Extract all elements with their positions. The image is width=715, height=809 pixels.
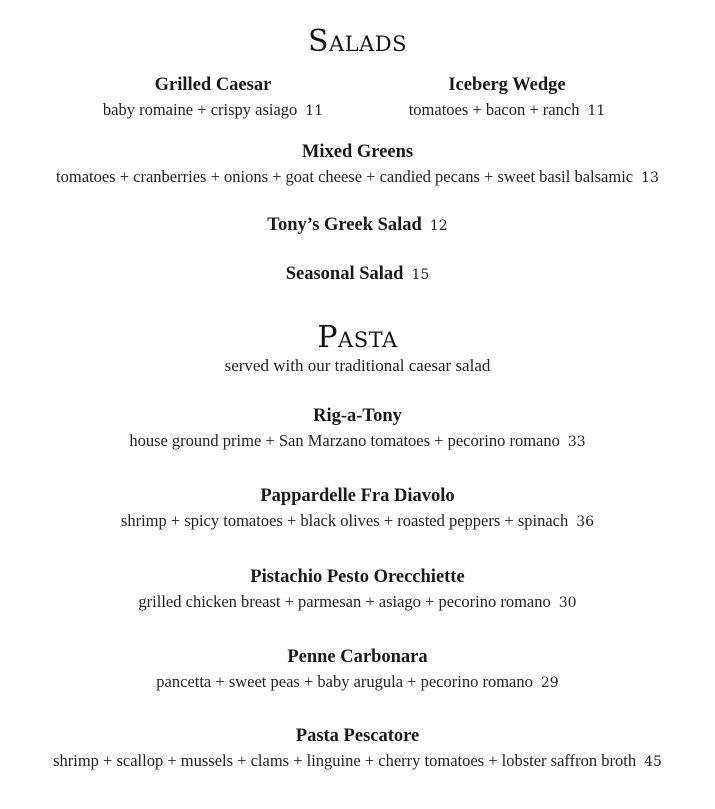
pasta-heading: Pasta xyxy=(317,320,398,355)
item-name: Iceberg Wedge xyxy=(448,75,566,95)
item-description xyxy=(0,671,715,691)
item-description xyxy=(0,591,715,611)
item-name: Tony’s Greek Salad xyxy=(267,215,422,235)
item-description xyxy=(377,99,637,119)
menu-item-tonys-greek-salad xyxy=(0,216,715,235)
item-desc-text: shrimp + scallop + mussels + clams + linguine + cherry tomatoes + lobster saffron broth xyxy=(53,750,637,770)
item-name: Pistachio Pesto Orecchiette xyxy=(250,567,465,587)
menu-item-pasta-pescatore xyxy=(0,727,715,769)
item-description xyxy=(0,750,715,770)
item-price: 36 xyxy=(576,513,595,530)
item-price: 15 xyxy=(411,267,430,283)
item-line xyxy=(0,265,715,284)
item-desc-text: shrimp + spicy tomatoes + black olives + roasted peppers + spinach xyxy=(120,510,569,530)
item-price: 11 xyxy=(305,102,324,119)
item-name: Rig-a-Tony xyxy=(313,406,402,426)
item-price: 33 xyxy=(567,433,586,450)
item-desc-text: baby romaine + crispy asiago xyxy=(102,99,298,119)
item-description xyxy=(83,99,343,119)
item-price: 30 xyxy=(558,594,577,611)
item-description xyxy=(0,510,715,530)
item-price: 45 xyxy=(644,753,662,770)
item-name: Mixed Greens xyxy=(301,142,414,162)
item-name: Pasta Pescatore xyxy=(295,726,420,746)
menu-item-pistachio-pesto-orecchiette xyxy=(0,568,715,610)
item-desc-text: tomatoes + cranberries + onions + goat cheese + candied pecans + sweet basil balsamic xyxy=(56,166,634,186)
item-price: 12 xyxy=(429,218,448,234)
item-desc-text: house ground prime + San Marzano tomatoes + pecorino romano xyxy=(129,430,560,450)
item-name: Pappardelle Fra Diavolo xyxy=(260,486,455,506)
menu-item-iceberg-wedge xyxy=(377,76,637,118)
item-price: 29 xyxy=(540,674,559,691)
item-description xyxy=(0,166,715,186)
pasta-subtitle: served with our traditional caesar salad xyxy=(224,356,491,375)
item-desc-text: tomatoes + bacon + ranch xyxy=(408,99,580,119)
menu-item-rig-a-tony xyxy=(0,407,715,449)
item-price: 11 xyxy=(587,102,606,119)
item-line xyxy=(0,216,715,235)
menu-item-seasonal-salad xyxy=(0,265,715,284)
item-name: Seasonal Salad xyxy=(285,264,404,284)
salads-heading: Salads xyxy=(307,24,408,59)
menu-item-penne-carbonara xyxy=(0,648,715,690)
item-desc-text: pancetta + sweet peas + baby arugula + pecorino romano xyxy=(156,671,533,691)
menu-item-grilled-caesar xyxy=(83,76,343,118)
item-name: Penne Carbonara xyxy=(287,647,428,667)
item-desc-text: grilled chicken breast + parmesan + asiago + pecorino romano xyxy=(138,591,551,611)
menu-item-mixed-greens xyxy=(0,143,715,185)
item-price: 13 xyxy=(641,169,659,186)
item-description xyxy=(0,430,715,450)
menu-item-pappardelle-fra-diavolo xyxy=(0,487,715,529)
item-name: Grilled Caesar xyxy=(154,75,272,95)
